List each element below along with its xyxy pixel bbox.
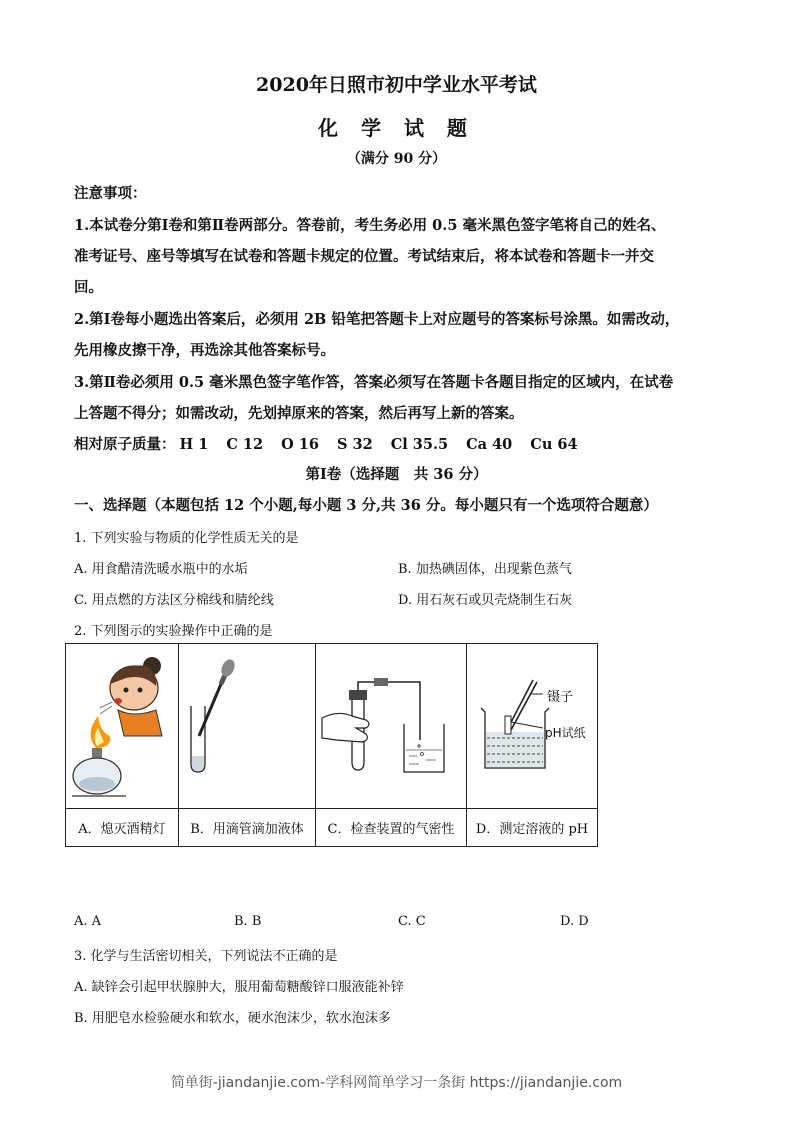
subject-title: 化 学 试 题 (318, 116, 475, 140)
question-stem: 1. 下列实验与物质的化学性质无关的是 (74, 531, 299, 546)
option-c: C. C (398, 914, 426, 929)
dropper-figure (179, 644, 315, 804)
exam-title: 2020年日照市初中学业水平考试 (256, 74, 537, 96)
caption-a: A．熄灭酒精灯 (66, 809, 179, 847)
caption-b: B．用滴管滴加液体 (179, 809, 316, 847)
tweezers-label: 镊子 (547, 690, 574, 705)
section-title: 第Ⅰ卷（选择题 共 36 分） (305, 466, 488, 483)
option-d: D. D (560, 914, 589, 929)
figure-d (467, 644, 598, 809)
question-stem: 2. 下列图示的实验操作中正确的是 (74, 624, 273, 639)
footer-watermark: 简单街-jiandanjie.com-学科网简单学习一条街 https://jiandanjie.com (170, 1075, 623, 1091)
option-a: A. 缺锌会引起甲状腺肿大，服用葡萄糖酸锌口服液能补锌 (74, 980, 404, 995)
alcohol-lamp-figure (66, 644, 178, 804)
notice-heading: 注意事项： (74, 185, 147, 202)
atom-mass: C 12 (226, 436, 264, 453)
atom-mass: Ca 40 (466, 436, 513, 453)
figure-a (66, 644, 179, 809)
option-b: B. B (234, 914, 262, 929)
caption-c: C．检查装置的气密性 (316, 809, 467, 847)
atom-mass: H 1 (179, 436, 209, 453)
notice-line: 2.第Ⅰ卷每小题选出答案后，必须用 2B 铅笔把答题卡上对应题号的答案标号涂黑。如需改动， (74, 311, 680, 328)
figure-table (65, 643, 598, 847)
full-score: （满分 90 分） (346, 151, 447, 167)
notice-line: 1.本试卷分第Ⅰ卷和第Ⅱ卷两部分。答卷前，考生务必用 0.5 毫米黑色签字笔将自己的姓名、 (74, 217, 666, 234)
notice-line: 上答题不得分；如需改动，先划掉原来的答案，然后再写上新的答案。 (74, 405, 524, 422)
figure-b (179, 644, 316, 809)
option-d: D. 用石灰石或贝壳烧制生石灰 (398, 593, 573, 608)
option-a: A. 用食醋清洗暖水瓶中的水垢 (74, 562, 248, 577)
figure-c (316, 644, 467, 809)
notice-line: 3.第Ⅱ卷必须用 0.5 毫米黑色签字笔作答，答案必须写在答题卡各题目指定的区域内，在试卷 (74, 374, 674, 391)
atom-label: 相对原子质量： (74, 436, 176, 453)
airtightness-figure (316, 644, 466, 804)
option-b: B. 用肥皂水检验硬水和软水，硬水泡沫少，软水泡沫多 (74, 1011, 391, 1026)
option-c: C. 用点燃的方法区分棉线和腈纶线 (74, 593, 274, 608)
atom-mass: S 32 (336, 436, 373, 453)
notice-line: 回。 (74, 279, 103, 296)
question-stem: 3. 化学与生活密切相关，下列说法不正确的是 (74, 949, 338, 964)
atom-mass: Cu 64 (530, 436, 578, 453)
caption-d: D．测定溶液的 pH (467, 809, 598, 847)
notice-line: 先用橡皮擦干净，再选涂其他答案标号。 (74, 342, 335, 359)
part-title: 一、选择题（本题包括 12 个小题,每小题 3 分,共 36 分。每小题只有一个选项符合题意） (74, 497, 658, 514)
option-a: A. A (74, 914, 102, 929)
notice-line: 准考证号、座号等填写在试卷和答题卡规定的位置。考试结束后，将本试卷和答题卡一并交 (74, 248, 654, 265)
atom-mass: O 16 (281, 436, 319, 453)
option-b: B. 加热碘固体，出现紫色蒸气 (398, 562, 572, 577)
ph-paper-label: pH试纸 (545, 726, 586, 740)
atomic-masses (74, 433, 596, 454)
atom-mass: Cl 35.5 (390, 436, 449, 453)
